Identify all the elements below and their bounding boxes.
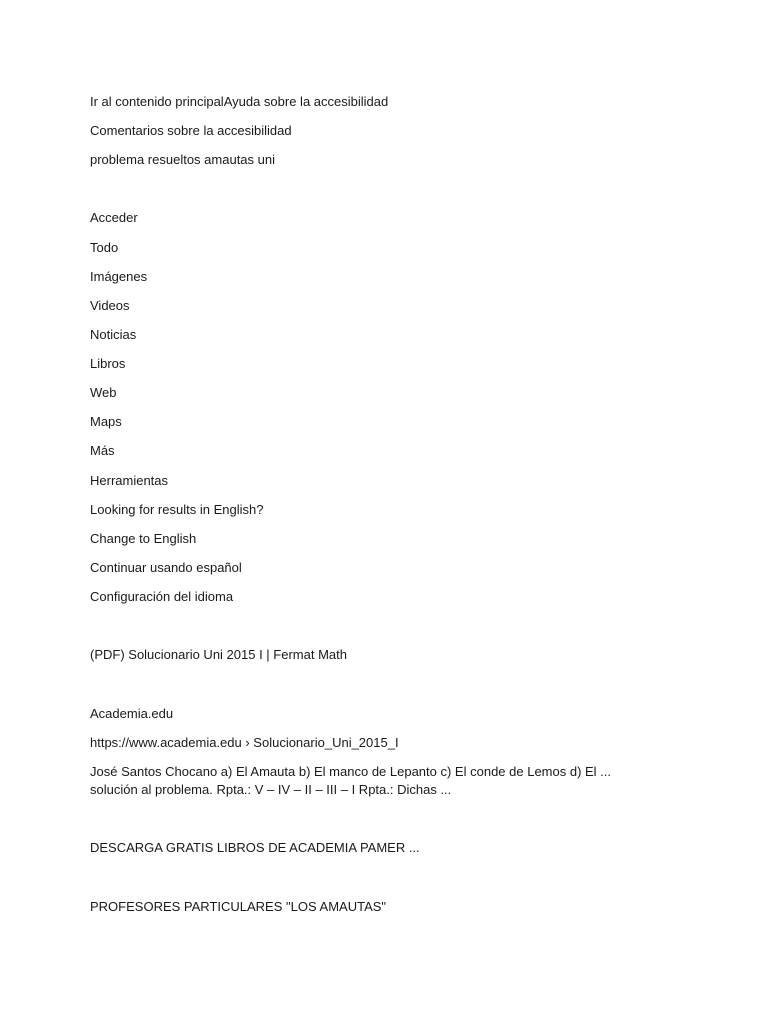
sign-in-link[interactable]: Acceder: [90, 210, 138, 225]
result-source: Academia.edu: [90, 706, 174, 721]
tab-all[interactable]: Todo: [90, 240, 119, 255]
continue-spanish-link[interactable]: Continuar usando español: [90, 560, 242, 575]
tab-videos[interactable]: Videos: [90, 298, 130, 313]
result-title[interactable]: PROFESORES PARTICULARES "LOS AMAUTAS": [90, 899, 387, 914]
language-question: Looking for results in English?: [90, 502, 264, 517]
language-settings-link[interactable]: Configuración del idioma: [90, 589, 234, 604]
skip-links[interactable]: Ir al contenido principalAyuda sobre la accesibilidad: [90, 94, 389, 109]
tab-more[interactable]: Más: [90, 443, 115, 458]
result-title[interactable]: DESCARGA GRATIS LIBROS DE ACADEMIA PAMER ...: [90, 840, 420, 855]
tools-button[interactable]: Herramientas: [90, 473, 169, 488]
result-url[interactable]: https://www.academia.edu › Solucionario_Uni_2015_I: [90, 735, 399, 750]
tab-news[interactable]: Noticias: [90, 327, 137, 342]
tab-images[interactable]: Imágenes: [90, 269, 148, 284]
accessibility-feedback-link[interactable]: Comentarios sobre la accesibilidad: [90, 123, 292, 138]
tab-web[interactable]: Web: [90, 385, 117, 400]
result-snippet: José Santos Chocano a) El Amauta b) El manco de Lepanto c) El conde de Lemos d) El ... solución al problema. Rpta.: V – IV – II – III – I Rpta.: Dichas ...: [90, 764, 612, 797]
tab-maps[interactable]: Maps: [90, 414, 122, 429]
tab-books[interactable]: Libros: [90, 356, 126, 371]
result-title[interactable]: (PDF) Solucionario Uni 2015 I | Fermat Math: [90, 647, 347, 662]
change-to-english-link[interactable]: Change to English: [90, 531, 197, 546]
search-query[interactable]: problema resueltos amautas uni: [90, 152, 275, 167]
